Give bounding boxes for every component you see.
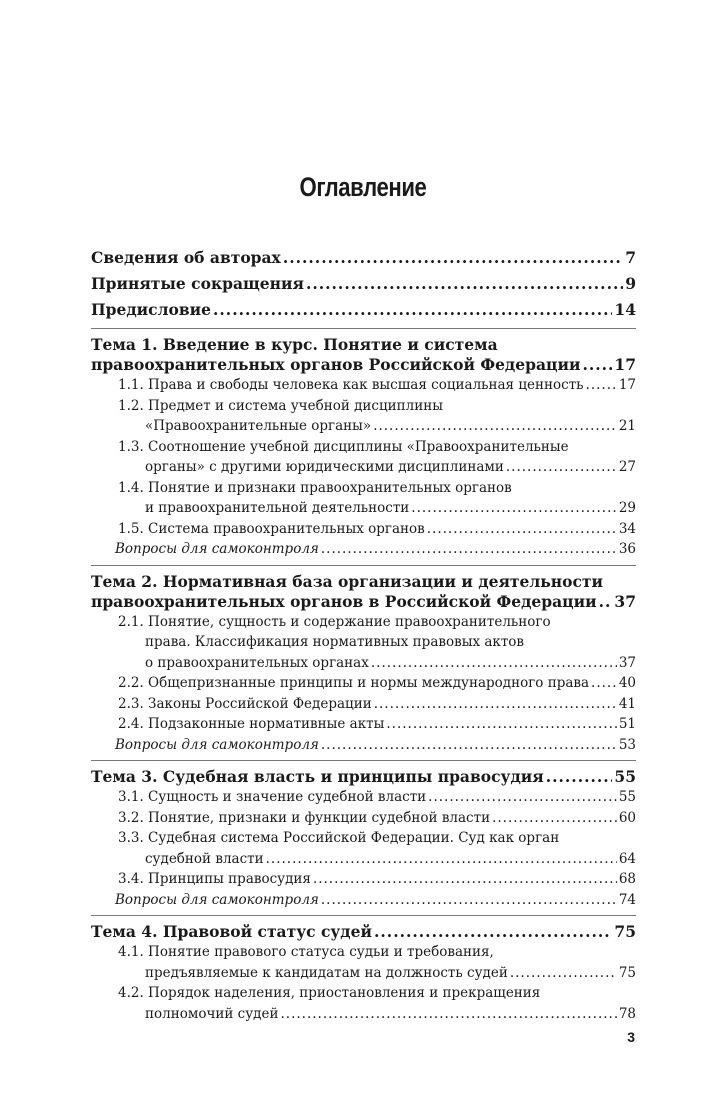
dot-leader xyxy=(321,735,617,756)
toc-line xyxy=(118,519,636,540)
dot-leader xyxy=(373,416,617,437)
toc-page-ref: 37 xyxy=(614,591,636,611)
dot-leader xyxy=(586,375,617,396)
toc-line xyxy=(118,849,636,870)
toc-entry-text: Тема 2. Нормативная база организации и деятельности xyxy=(91,571,604,591)
toc-page-ref: 21 xyxy=(618,418,636,434)
toc-line xyxy=(91,592,636,612)
self-check-questions[interactable] xyxy=(91,890,636,911)
toc-line xyxy=(115,890,636,911)
toc-top-entry[interactable] xyxy=(91,245,636,271)
toc-line xyxy=(91,335,636,355)
toc-line xyxy=(118,457,636,478)
toc-entry-text: 1.3. Соотношение учебной дисциплины «Правоохранительные xyxy=(118,438,569,455)
toc-subsection[interactable] xyxy=(91,519,636,540)
dot-leader xyxy=(582,355,612,375)
toc-page-ref: 75 xyxy=(614,922,636,941)
toc-page-ref: 68 xyxy=(618,871,636,887)
toc-entry-text: 1.2. Предмет и система учебной дисциплины xyxy=(118,397,443,414)
toc-page-ref: 74 xyxy=(618,891,636,908)
toc-subsection[interactable] xyxy=(91,478,636,519)
toc-line xyxy=(118,673,636,694)
toc-subsection[interactable] xyxy=(91,714,636,735)
toc-line xyxy=(91,572,636,592)
dot-leader xyxy=(313,869,617,890)
dot-leader xyxy=(371,653,617,674)
theme-title xyxy=(91,922,636,942)
toc-subsection[interactable] xyxy=(91,787,636,808)
toc-line xyxy=(115,539,636,560)
toc-entry-text: полномочий судей xyxy=(145,1005,279,1022)
toc-entry-text: Тема 4. Правовой статус судей xyxy=(91,922,372,941)
toc-entry-text: Вопросы для самоконтроля xyxy=(115,891,319,908)
toc-page-ref: 60 xyxy=(618,809,636,826)
toc-subsection[interactable] xyxy=(91,983,636,1024)
toc-entry-text: 1.1. Права и свободы человека как высшая социальная ценность xyxy=(118,377,584,393)
toc-top-entry[interactable] xyxy=(91,271,636,297)
toc-subsection[interactable] xyxy=(91,808,636,829)
toc-entry-text: 1.5. Система правоохранительных органов xyxy=(118,520,425,537)
toc-entry-text: Вопросы для самоконтроля xyxy=(115,736,319,753)
toc-page-ref: 27 xyxy=(618,459,636,475)
toc-entry-text: Сведения об авторах xyxy=(91,248,281,267)
toc-page-ref: 51 xyxy=(618,716,636,732)
toc-page-ref: 17 xyxy=(614,355,636,374)
self-check-questions[interactable] xyxy=(91,735,636,756)
dot-leader xyxy=(280,1004,616,1025)
toc-line xyxy=(118,963,636,984)
toc-entry-text: 3.4. Принципы правосудия xyxy=(118,871,311,887)
theme-title xyxy=(91,335,636,375)
toc-entry-text: органы» с другими юридическими дисциплинами xyxy=(145,459,504,475)
toc-page-ref: 17 xyxy=(618,377,636,393)
toc-page-ref: 75 xyxy=(618,964,636,981)
toc-entry-text: правоохранительных органов Российской Федерации xyxy=(91,355,581,374)
toc-entry-text: Тема 3. Судебная власть и принципы правосудия xyxy=(91,767,544,786)
toc-entry-text: 3.2. Понятие, признаки и функции судебной власти xyxy=(118,809,491,826)
theme-title xyxy=(91,767,636,787)
toc-page-ref: 78 xyxy=(618,1005,636,1022)
toc-subsection[interactable] xyxy=(91,942,636,983)
toc-entry-text: «Правоохранительные органы» xyxy=(145,418,372,434)
section-divider xyxy=(91,760,636,761)
toc-page-ref: 55 xyxy=(614,767,636,786)
dot-leader xyxy=(283,245,623,271)
toc-line xyxy=(118,714,636,735)
toc-line xyxy=(118,1004,636,1025)
toc-page-ref: 29 xyxy=(618,500,636,516)
toc-line xyxy=(91,922,636,942)
dot-leader xyxy=(428,787,617,808)
toc-subsection[interactable] xyxy=(91,375,636,396)
toc-subsection[interactable] xyxy=(91,673,636,694)
toc-entry-text: правоохранительных органов в Российской Федерации xyxy=(91,591,597,611)
dot-leader xyxy=(599,592,613,612)
toc-theme-1[interactable] xyxy=(91,335,636,560)
table-of-contents xyxy=(91,245,636,1024)
toc-entry-text: Принятые сокращения xyxy=(91,274,304,293)
toc-page-ref: 53 xyxy=(618,736,636,753)
toc-subsection[interactable] xyxy=(91,869,636,890)
dot-leader xyxy=(306,271,623,297)
toc-page-ref: 34 xyxy=(618,520,636,537)
toc-page-ref: 64 xyxy=(618,850,636,867)
page-title: Оглавление xyxy=(299,172,427,202)
dot-leader xyxy=(492,808,617,829)
toc-line xyxy=(118,632,636,653)
dot-leader xyxy=(374,922,612,942)
toc-page-ref: 36 xyxy=(618,541,636,557)
toc-subsection[interactable] xyxy=(91,612,636,674)
section-divider xyxy=(91,565,636,566)
toc-entry-text: Предисловие xyxy=(91,300,211,319)
toc-line xyxy=(118,942,636,963)
toc-line xyxy=(118,375,636,396)
page-number: 3 xyxy=(627,1029,635,1045)
toc-page-ref: 40 xyxy=(618,675,636,691)
toc-line xyxy=(118,828,636,849)
toc-line xyxy=(118,694,636,715)
toc-line xyxy=(115,735,636,756)
toc-line xyxy=(118,498,636,519)
toc-page-ref: 9 xyxy=(625,274,636,293)
theme-title xyxy=(91,572,636,612)
toc-entry-text: 4.1. Понятие правового статуса судьи и требования, xyxy=(118,944,494,960)
toc-page-ref: 37 xyxy=(618,654,636,671)
toc-entry-text: 2.4. Подзаконные нормативные акты xyxy=(118,716,385,732)
toc-line xyxy=(118,983,636,1004)
toc-entry-text: судебной власти xyxy=(145,850,264,867)
dot-leader xyxy=(506,457,617,478)
toc-page-ref: 14 xyxy=(614,300,636,319)
toc-theme-2[interactable] xyxy=(91,572,636,756)
toc-entry-text: 2.1. Понятие, сущность и содержание правоохранительного xyxy=(118,613,551,630)
toc-line xyxy=(118,478,636,499)
toc-line xyxy=(118,437,636,458)
toc-entry-text: Вопросы для самоконтроля xyxy=(115,541,319,557)
self-check-questions[interactable] xyxy=(91,539,636,560)
toc-top-entry[interactable] xyxy=(91,297,636,323)
dot-leader xyxy=(427,519,617,540)
toc-line xyxy=(118,653,636,674)
toc-subsection[interactable] xyxy=(91,694,636,715)
dot-leader xyxy=(266,849,617,870)
dot-leader xyxy=(411,498,617,519)
dot-leader xyxy=(386,714,616,735)
toc-line xyxy=(118,416,636,437)
toc-line xyxy=(91,767,636,787)
toc-entry-text: 3.1. Сущность и значение судебной власти xyxy=(118,789,427,805)
toc-line xyxy=(91,355,636,375)
toc-page-ref: 7 xyxy=(625,248,636,267)
toc-line xyxy=(118,787,636,808)
section-divider xyxy=(91,915,636,916)
toc-entry-text: 2.3. Законы Российской Федерации xyxy=(118,695,372,712)
toc-entry-text: и правоохранительной деятельности xyxy=(145,500,410,516)
toc-entry-text: о правоохранительных органах xyxy=(145,654,369,671)
toc-line xyxy=(118,808,636,829)
dot-leader xyxy=(321,539,617,560)
dot-leader xyxy=(510,963,617,984)
dot-leader xyxy=(591,673,617,694)
section-divider xyxy=(91,328,636,329)
toc-subsection[interactable] xyxy=(91,828,636,869)
toc-page-ref: 41 xyxy=(618,695,636,712)
toc-line xyxy=(118,869,636,890)
toc-theme-3[interactable] xyxy=(91,767,636,910)
toc-subsection[interactable] xyxy=(91,437,636,478)
dot-leader xyxy=(321,890,617,911)
toc-subsection[interactable] xyxy=(91,396,636,437)
toc-entry-text: 3.3. Судебная система Российской Федерации. Суд как орган xyxy=(118,830,560,846)
toc-theme-4[interactable] xyxy=(91,922,636,1024)
toc-entry-text: 4.2. Порядок наделения, приостановления и прекращения xyxy=(118,985,541,1001)
toc-entry-text: предъявляемые к кандидатам на должность судей xyxy=(145,964,508,981)
toc-entry-text: права. Классификация нормативных правовых актов xyxy=(145,634,525,650)
toc-entry-text: 1.4. Понятие и признаки правоохранительных органов xyxy=(118,479,512,496)
dot-leader xyxy=(213,297,612,323)
toc-entry-text: Тема 1. Введение в курс. Понятие и система xyxy=(91,335,498,354)
toc-page-ref: 55 xyxy=(618,789,636,805)
toc-line xyxy=(118,396,636,417)
toc-line xyxy=(118,612,636,633)
toc-entry-text: 2.2. Общепризнанные принципы и нормы международного права xyxy=(118,675,590,691)
dot-leader xyxy=(374,694,617,715)
dot-leader xyxy=(546,767,613,787)
